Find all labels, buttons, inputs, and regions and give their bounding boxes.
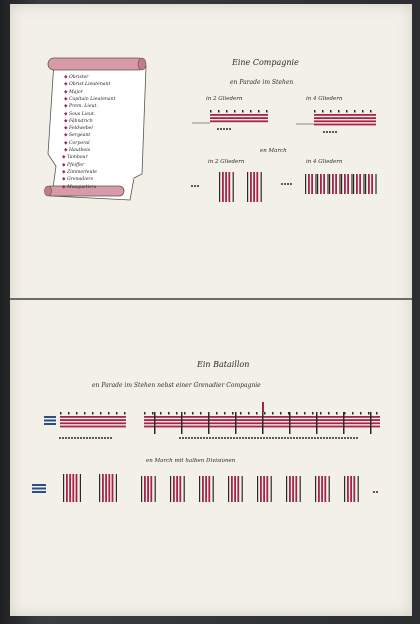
battalion-marker xyxy=(77,437,79,439)
battalion-line-block-officer xyxy=(248,412,250,415)
company-two-rank-block-rank xyxy=(210,120,268,122)
battalion-marker xyxy=(305,437,307,439)
legend-item: ◆ Prem. Lieut. xyxy=(64,104,98,110)
battalion-line-block-officer xyxy=(328,412,330,415)
battalion-colour-party xyxy=(44,420,56,422)
battalion-marker xyxy=(347,437,349,439)
company-title: Eine Compagnie xyxy=(232,58,299,67)
battalion-marker xyxy=(104,437,106,439)
battalion-marker xyxy=(212,437,214,439)
battalion-line-block-officer xyxy=(224,412,226,415)
company-march-four-label: in 4 Gliedern xyxy=(306,159,343,165)
company-march-four-file-edge xyxy=(339,174,340,194)
company-march-four-file-edge xyxy=(329,174,330,194)
battalion-marker xyxy=(74,437,76,439)
company-march-caption: en March xyxy=(260,148,287,154)
battalion-march-division-file xyxy=(234,476,236,502)
battalion-march-division-file xyxy=(263,476,265,502)
battalion-grenadier-block-rank xyxy=(60,426,126,428)
battalion-grenadier-block-rank xyxy=(60,422,126,424)
battalion-marker xyxy=(293,437,295,439)
battalion-marker xyxy=(263,437,265,439)
company-march-marker xyxy=(290,183,292,185)
battalion-march-marker xyxy=(376,491,378,493)
battalion-march-division-edge xyxy=(155,476,156,502)
company-march-four-file-edge xyxy=(351,174,352,194)
legend-item: ◆ Obrister xyxy=(64,75,89,80)
battalion-division-marker xyxy=(181,412,183,434)
battalion-marker xyxy=(350,437,352,439)
battalion-line-block-officer xyxy=(200,412,202,415)
battalion-march-division-edge xyxy=(116,474,117,502)
battalion-marker xyxy=(254,437,256,439)
battalion-marker xyxy=(95,437,97,439)
battalion-line-block-officer xyxy=(304,412,306,415)
company-march-two-label: in 2 Gliedern xyxy=(208,159,245,165)
battalion-march-division-edge xyxy=(80,474,81,502)
battalion-marker xyxy=(287,437,289,439)
battalion-march-caption: en March mit halben Divisionen xyxy=(146,458,236,464)
battalion-marker xyxy=(188,437,190,439)
battalion-march-division-edge xyxy=(344,476,345,502)
battalion-division-marker xyxy=(154,412,156,434)
battalion-marker xyxy=(344,437,346,439)
battalion-line-block-officer xyxy=(256,412,258,415)
company-march-file-file xyxy=(253,172,255,202)
battalion-division-marker xyxy=(208,412,210,434)
battalion-marker xyxy=(329,437,331,439)
battalion-colour-party xyxy=(44,423,56,425)
battalion-grenadier-block-officer xyxy=(76,412,78,415)
battalion-line-block-officer xyxy=(296,412,298,415)
battalion-marker xyxy=(98,437,100,439)
company-marker xyxy=(229,128,231,130)
battalion-marker xyxy=(320,437,322,439)
battalion-division-marker xyxy=(235,412,237,434)
company-march-four-file-edge xyxy=(327,174,328,194)
battalion-marker xyxy=(65,437,67,439)
battalion-march-colour-party xyxy=(32,488,46,490)
company-marker xyxy=(329,131,331,133)
battalion-march-colour-party xyxy=(32,491,46,493)
battalion-march-division-file xyxy=(69,474,71,502)
company-four-rank-block-rank xyxy=(314,120,376,122)
battalion-march-division-edge xyxy=(213,476,214,502)
battalion-division-marker xyxy=(343,412,345,434)
battalion-marker xyxy=(203,437,205,439)
battalion-march-division-edge xyxy=(184,476,185,502)
company-two-rank-block-officer xyxy=(250,110,252,113)
battalion-march-division-edge xyxy=(141,476,142,502)
battalion-colour-staff xyxy=(262,402,264,412)
company-four-rank-block-officer xyxy=(338,110,340,113)
battalion-march-division-edge xyxy=(286,476,287,502)
battalion-line-block-officer xyxy=(184,412,186,415)
battalion-march-division-file xyxy=(347,476,349,502)
battalion-march-division-file xyxy=(295,476,297,502)
company-four-rank-block-officer xyxy=(354,110,356,113)
company-four-rank-block-officer xyxy=(314,110,316,113)
battalion-marker xyxy=(326,437,328,439)
company-march-marker xyxy=(194,185,196,187)
legend-item: ◆ Pfeiffer xyxy=(62,162,85,168)
section-divider xyxy=(10,298,412,300)
company-march-four-file-edge xyxy=(353,174,354,194)
battalion-march-division-file xyxy=(292,476,294,502)
legend-item: ◆ Sous Lieut. xyxy=(64,111,96,117)
battalion-marker xyxy=(356,437,358,439)
company-two-rank-block-officer xyxy=(242,110,244,113)
battalion-march-division-edge xyxy=(271,476,272,502)
battalion-march-division-edge xyxy=(358,476,359,502)
company-march-file-file xyxy=(225,172,227,202)
company-march-four-file-edge xyxy=(305,174,306,194)
battalion-marker xyxy=(251,437,253,439)
battalion-marker xyxy=(83,437,85,439)
battalion-march-division-edge xyxy=(329,476,330,502)
battalion-march-division-file xyxy=(208,476,210,502)
battalion-march-division-file xyxy=(237,476,239,502)
company-march-four-file-file xyxy=(347,174,349,194)
battalion-march-division-file xyxy=(173,476,175,502)
company-four-rank-label: in 4 Gliedern xyxy=(306,96,343,102)
company-march-four-file-edge xyxy=(375,174,376,194)
battalion-marker xyxy=(260,437,262,439)
battalion-marker xyxy=(317,437,319,439)
battalion-marker xyxy=(179,437,181,439)
battalion-march-division-edge xyxy=(300,476,301,502)
battalion-march-division-file xyxy=(324,476,326,502)
company-two-rank-block-officer xyxy=(210,110,212,113)
battalion-grenadier-block-officer xyxy=(92,412,94,415)
battalion-march-division-edge xyxy=(242,476,243,502)
battalion-marker xyxy=(311,437,313,439)
battalion-line-block-officer xyxy=(336,412,338,415)
battalion-grenadier-block-officer xyxy=(68,412,70,415)
battalion-grenadier-block-officer xyxy=(84,412,86,415)
battalion-marker xyxy=(353,437,355,439)
battalion-march-division-file xyxy=(318,476,320,502)
company-two-rank-block-officer xyxy=(218,110,220,113)
battalion-marker xyxy=(299,437,301,439)
battalion-march-division-file xyxy=(176,476,178,502)
company-march-four-file-file xyxy=(359,174,361,194)
battalion-march-division-file xyxy=(105,474,107,502)
company-four-rank-block-officer xyxy=(330,110,332,113)
company-march-four-file-file xyxy=(332,174,334,194)
battalion-line-block-officer xyxy=(240,412,242,415)
battalion-marker xyxy=(248,437,250,439)
battalion-parade-diagram xyxy=(30,402,390,450)
battalion-march-division-file xyxy=(289,476,291,502)
battalion-march-division-file xyxy=(350,476,352,502)
battalion-grenadier-block-officer xyxy=(60,412,62,415)
company-march-file-edge xyxy=(247,172,248,202)
battalion-marker xyxy=(236,437,238,439)
battalion-marker xyxy=(224,437,226,439)
battalion-marker xyxy=(194,437,196,439)
battalion-march-division-edge xyxy=(99,474,100,502)
battalion-marker xyxy=(230,437,232,439)
battalion-line-block-officer xyxy=(264,412,266,415)
company-marker xyxy=(223,128,225,130)
company-march-four-file-file xyxy=(308,174,310,194)
battalion-marker xyxy=(86,437,88,439)
company-march-four-file-edge xyxy=(363,174,364,194)
battalion-line-block-officer xyxy=(160,412,162,415)
battalion-division-marker xyxy=(316,412,318,434)
company-march-four-file-edge xyxy=(365,174,366,194)
legend-item: ◆ Major xyxy=(64,89,83,95)
battalion-march-division-file xyxy=(72,474,74,502)
battalion-line-block-officer xyxy=(368,412,370,415)
battalion-march-division-edge xyxy=(257,476,258,502)
battalion-grenadier-block-rank xyxy=(60,416,126,418)
company-march-four-file-file xyxy=(320,174,322,194)
battalion-marker xyxy=(278,437,280,439)
company-march-file-edge xyxy=(261,172,262,202)
battalion-march-division-file xyxy=(76,474,78,502)
battalion-marker xyxy=(239,437,241,439)
battalion-marker xyxy=(302,437,304,439)
battalion-grenadier-block-officer xyxy=(116,412,118,415)
battalion-title: Ein Bataillon xyxy=(197,360,250,369)
battalion-marker xyxy=(92,437,94,439)
battalion-marker xyxy=(218,437,220,439)
battalion-grenadier-block-officer xyxy=(100,412,102,415)
battalion-grenadier-block-officer xyxy=(108,412,110,415)
battalion-marker xyxy=(272,437,274,439)
battalion-marker xyxy=(332,437,334,439)
company-two-rank-block-officer xyxy=(226,110,228,113)
battalion-marker xyxy=(338,437,340,439)
company-march-marker xyxy=(191,185,193,187)
battalion-march-division-file xyxy=(112,474,114,502)
battalion-marker xyxy=(68,437,70,439)
battalion-march-division-file xyxy=(260,476,262,502)
battalion-marker xyxy=(281,437,283,439)
battalion-marker xyxy=(101,437,103,439)
company-two-rank-block-officer xyxy=(234,110,236,113)
legend-item: ◆ Tambour xyxy=(62,155,88,161)
battalion-march-division-edge xyxy=(315,476,316,502)
legend-item: ◆ Feldwebel xyxy=(64,126,93,132)
battalion-marker xyxy=(71,437,73,439)
company-four-rank-block-officer xyxy=(346,110,348,113)
battalion-line-block-officer xyxy=(272,412,274,415)
battalion-marker xyxy=(215,437,217,439)
battalion-march-division-edge xyxy=(170,476,171,502)
battalion-march-division-file xyxy=(266,476,268,502)
battalion-line-block-officer xyxy=(312,412,314,415)
battalion-line-block-officer xyxy=(360,412,362,415)
company-four-rank-block-officer xyxy=(370,110,372,113)
battalion-marker xyxy=(182,437,184,439)
battalion-marker xyxy=(89,437,91,439)
battalion-parade-caption: en Parade im Stehen nebst einer Grenadier Compagnie xyxy=(92,382,261,389)
company-marker xyxy=(220,128,222,130)
legend-item: ◆ Obrist Lieutenant xyxy=(64,82,111,88)
company-march-four-file-file xyxy=(356,174,358,194)
battalion-line-block-officer xyxy=(144,412,146,415)
battalion-march-division-file xyxy=(202,476,204,502)
battalion-marker xyxy=(284,437,286,439)
document-sheet xyxy=(10,4,412,616)
battalion-marker xyxy=(341,437,343,439)
battalion-line-block-officer xyxy=(352,412,354,415)
company-two-rank-block-rank xyxy=(210,114,268,116)
company-marker xyxy=(335,131,337,133)
battalion-division-marker xyxy=(289,412,291,434)
legend-item: ◆ Musquetiers xyxy=(62,184,97,190)
battalion-march-division-file xyxy=(66,474,68,502)
battalion-march-division-file xyxy=(102,474,104,502)
battalion-march-division-file xyxy=(144,476,146,502)
battalion-line-block-officer xyxy=(232,412,234,415)
battalion-line-block-officer xyxy=(376,412,378,415)
battalion-marker xyxy=(314,437,316,439)
company-marker xyxy=(326,131,328,133)
battalion-marker xyxy=(206,437,208,439)
company-marker xyxy=(323,131,325,133)
battalion-marker xyxy=(257,437,259,439)
battalion-marker xyxy=(245,437,247,439)
legend-item: ◆ Sergeant xyxy=(64,133,91,139)
battalion-line-block-officer xyxy=(168,412,170,415)
company-four-rank-block-officer xyxy=(322,110,324,113)
company-march-four-file-file xyxy=(371,174,373,194)
company-march-marker xyxy=(287,183,289,185)
company-march-four-file-edge xyxy=(315,174,316,194)
battalion-marker xyxy=(242,437,244,439)
company-march-four-file-file xyxy=(311,174,313,194)
legend-item: ◆ Fähndrich xyxy=(64,118,93,124)
battalion-marker xyxy=(269,437,271,439)
company-march-four-file-file xyxy=(344,174,346,194)
battalion-marker xyxy=(59,437,61,439)
legend-scroll xyxy=(38,54,148,214)
battalion-marker xyxy=(275,437,277,439)
company-marker xyxy=(332,131,334,133)
legend-item: ◆ Zimmerleute xyxy=(62,169,98,175)
company-four-rank-block-rank xyxy=(314,124,376,126)
battalion-marker xyxy=(200,437,202,439)
battalion-division-marker xyxy=(262,412,264,434)
battalion-march-division-file xyxy=(108,474,110,502)
battalion-marker xyxy=(62,437,64,439)
company-two-rank-block-officer xyxy=(266,110,268,113)
battalion-marker xyxy=(209,437,211,439)
legend-item: ◆ Corporal xyxy=(64,140,90,146)
company-two-rank-block-rank xyxy=(210,117,268,119)
battalion-marker xyxy=(266,437,268,439)
battalion-march-division-file xyxy=(147,476,149,502)
company-march-diagram xyxy=(178,166,378,208)
battalion-marker xyxy=(296,437,298,439)
battalion-march-division-edge xyxy=(63,474,64,502)
battalion-march-division-edge xyxy=(228,476,229,502)
battalion-marker xyxy=(191,437,193,439)
company-march-file-file xyxy=(222,172,224,202)
battalion-marker xyxy=(80,437,82,439)
company-march-file-file xyxy=(256,172,258,202)
battalion-march-division-file xyxy=(231,476,233,502)
battalion-marker xyxy=(308,437,310,439)
company-march-four-file-edge xyxy=(317,174,318,194)
company-parade-diagram xyxy=(178,104,378,144)
company-march-marker xyxy=(197,185,199,187)
battalion-grenadier-block-officer xyxy=(124,412,126,415)
company-two-rank-label: in 2 Gliedern xyxy=(206,96,243,102)
battalion-line-block-officer xyxy=(192,412,194,415)
battalion-grenadier-block-rank xyxy=(60,419,126,421)
company-march-file-file xyxy=(228,172,230,202)
battalion-line-block-officer xyxy=(320,412,322,415)
company-four-rank-block-rank xyxy=(314,117,376,119)
company-march-four-file-edge xyxy=(341,174,342,194)
company-march-marker xyxy=(284,183,286,185)
battalion-march-division-file xyxy=(205,476,207,502)
company-marker xyxy=(217,128,219,130)
legend-item: ◆ Capitain Lieutenant xyxy=(64,96,116,102)
battalion-marker xyxy=(110,437,112,439)
battalion-marker xyxy=(233,437,235,439)
battalion-marker xyxy=(323,437,325,439)
company-march-four-file-file xyxy=(323,174,325,194)
battalion-line-block-officer xyxy=(176,412,178,415)
battalion-march-division-file xyxy=(353,476,355,502)
company-four-rank-block-rank xyxy=(314,114,376,116)
company-two-rank-block-officer xyxy=(258,110,260,113)
battalion-line-block-officer xyxy=(216,412,218,415)
battalion-marker xyxy=(221,437,223,439)
battalion-marker xyxy=(335,437,337,439)
company-march-file-edge xyxy=(233,172,234,202)
company-four-rank-block-officer xyxy=(362,110,364,113)
battalion-line-block-officer xyxy=(280,412,282,415)
battalion-line-block-officer xyxy=(152,412,154,415)
battalion-marker xyxy=(290,437,292,439)
battalion-march-marker xyxy=(373,491,375,493)
battalion-march-division-file xyxy=(179,476,181,502)
legend-item: ◆ Grenadiers xyxy=(62,177,93,183)
company-march-four-file-file xyxy=(368,174,370,194)
battalion-march-division-file xyxy=(321,476,323,502)
battalion-division-marker xyxy=(370,412,372,434)
battalion-marker xyxy=(185,437,187,439)
battalion-colour-party xyxy=(44,416,56,418)
battalion-marker xyxy=(107,437,109,439)
company-march-marker xyxy=(281,183,283,185)
battalion-marker xyxy=(227,437,229,439)
battalion-march-colour-party xyxy=(32,484,46,486)
company-march-file-edge xyxy=(219,172,220,202)
legend-item: ◆ Hautbois xyxy=(64,148,91,153)
battalion-marker xyxy=(197,437,199,439)
company-parade-caption: en Parade im Stehen xyxy=(230,79,294,86)
battalion-march-division-file xyxy=(150,476,152,502)
company-march-four-file-file xyxy=(335,174,337,194)
company-marker xyxy=(226,128,228,130)
company-march-file-file xyxy=(250,172,252,202)
battalion-march-division-edge xyxy=(199,476,200,502)
battalion-march-diagram xyxy=(18,466,398,516)
